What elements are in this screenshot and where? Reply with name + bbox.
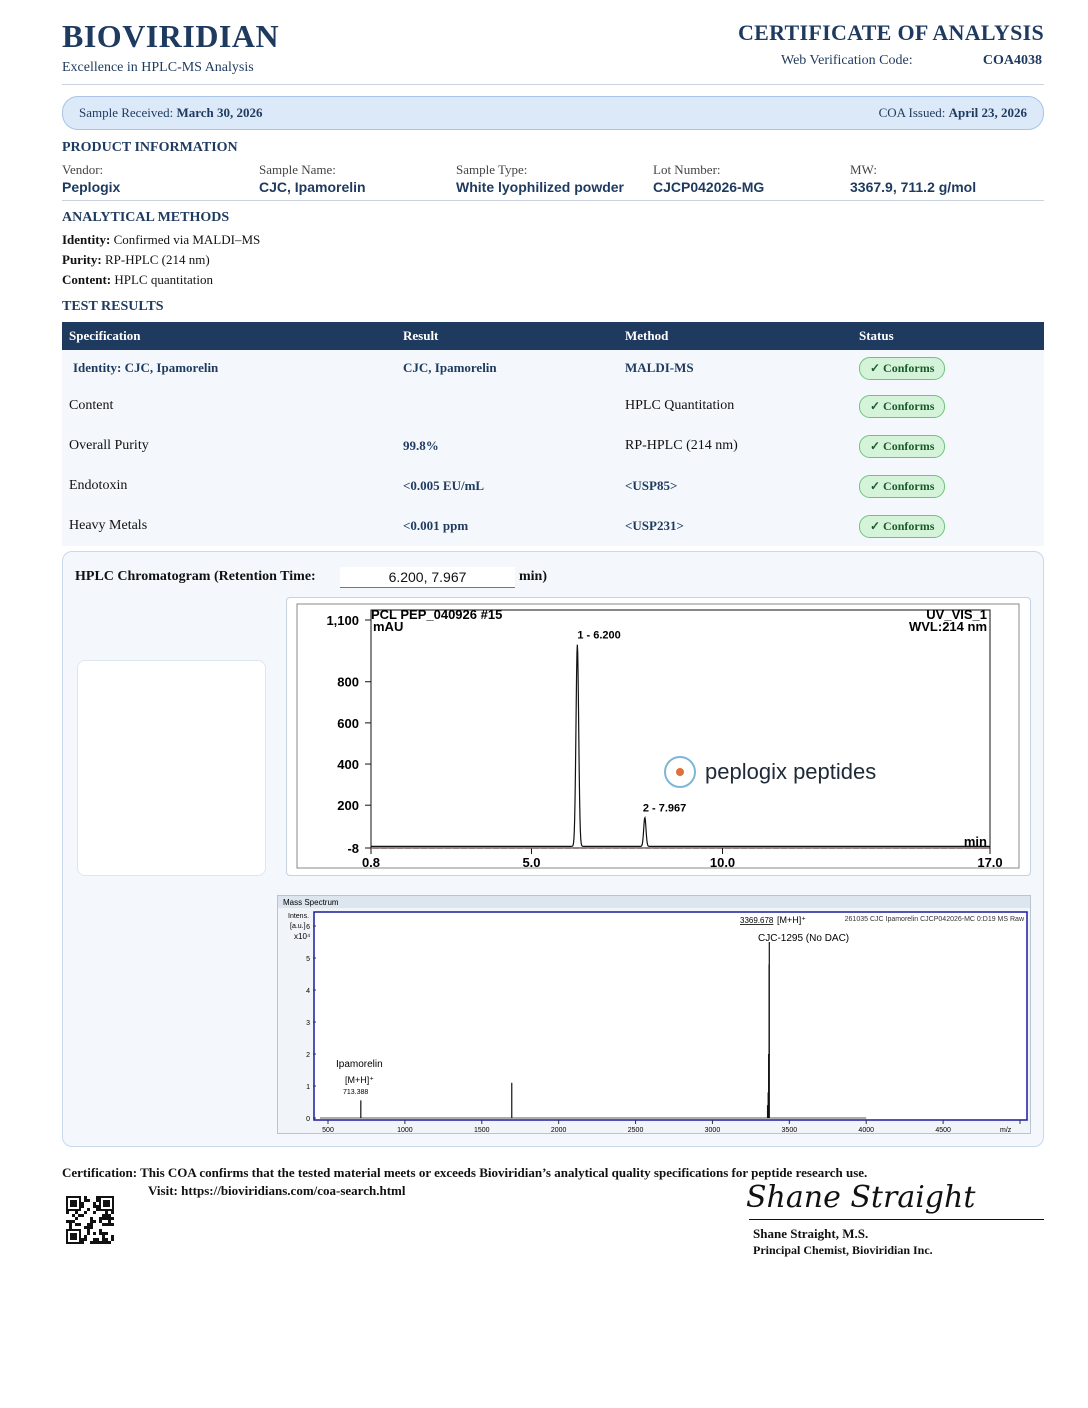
qr-module xyxy=(105,1214,108,1217)
qr-module xyxy=(72,1220,75,1223)
row-spec: Heavy Metals xyxy=(62,506,396,546)
qr-module xyxy=(87,1208,90,1211)
ms-y-label-1: Intens. xyxy=(288,913,310,920)
status-badge: ✓ Conforms xyxy=(859,515,945,538)
ms-minor-peak-ion: [M+H]⁺ xyxy=(345,1075,375,1085)
ms-file-info: 261035 CJC Ipamorelin CJCP042026-MC 0:D19 MS Raw xyxy=(844,916,1024,923)
methods-heading: ANALYTICAL METHODS xyxy=(62,210,230,225)
sample-type-value: White lyophilized powder xyxy=(456,179,624,195)
signature-script: Shane Straight xyxy=(746,1180,976,1215)
signatory-name: Shane Straight, M.S. xyxy=(753,1226,869,1241)
ms-minor-peak-name: Ipamorelin xyxy=(336,1059,383,1070)
row-status xyxy=(852,350,1044,386)
qr-module xyxy=(105,1238,108,1241)
certification-statement: Certification: This COA confirms that the tested material meets or exceeds Bioviridian’s analytical quality specifications for peptide research use. xyxy=(62,1165,868,1180)
qr-module xyxy=(84,1199,87,1202)
row-status xyxy=(852,506,1044,546)
received-field xyxy=(79,105,263,121)
qr-module xyxy=(81,1238,84,1241)
qr-module xyxy=(90,1217,93,1220)
row-method: <USP231> xyxy=(618,506,852,546)
qr-module xyxy=(87,1223,90,1226)
qr-module xyxy=(93,1238,96,1241)
ms-main-peak-name: CJC-1295 (No DAC) xyxy=(758,933,850,944)
col-specification: Specification xyxy=(62,322,396,350)
qr-module xyxy=(81,1202,84,1205)
lot-number-value: CJCP042026-MG xyxy=(653,179,765,195)
qr-module xyxy=(96,1238,99,1241)
qr-module xyxy=(87,1229,90,1232)
qr-module xyxy=(108,1214,111,1217)
qr-module xyxy=(75,1223,78,1226)
sample-name-value: CJC, Ipamorelin xyxy=(259,179,366,195)
hplc-y-tick-label: -8 xyxy=(347,841,359,856)
method-content xyxy=(62,272,213,288)
hplc-peak-label: 1 - 6.200 xyxy=(577,629,621,642)
hplc-y-tick-label: 400 xyxy=(337,757,359,773)
qr-module xyxy=(90,1220,93,1223)
logo-center xyxy=(676,768,684,776)
qr-module xyxy=(75,1211,78,1214)
row-status xyxy=(852,466,1044,506)
qr-module xyxy=(105,1217,108,1220)
hplc-y-tick-label: 600 xyxy=(337,715,359,731)
qr-module xyxy=(66,1211,69,1214)
qr-module xyxy=(84,1211,87,1214)
qr-module xyxy=(93,1241,96,1244)
qr-code-graphic xyxy=(66,1196,114,1244)
results-table xyxy=(62,322,1044,546)
col-method: Method xyxy=(618,322,852,350)
method-content-label: Content: xyxy=(62,272,112,287)
qr-module xyxy=(102,1217,105,1220)
row-spec: Overall Purity xyxy=(62,426,396,466)
qr-module xyxy=(108,1220,111,1223)
brand-tagline: Excellence in HPLC-MS Analysis xyxy=(62,60,254,75)
received-date: March 30, 2026 xyxy=(176,105,263,120)
qr-module xyxy=(90,1226,93,1229)
product-divider xyxy=(62,200,1044,201)
status-badge: ✓ Conforms xyxy=(859,395,945,418)
qr-module xyxy=(111,1211,114,1214)
qr-module xyxy=(96,1196,99,1199)
brand-name: BIOVIRIDIAN xyxy=(62,18,280,54)
hplc-peak-label: 2 - 7.967 xyxy=(642,802,687,815)
ms-window-title: Mass Spectrum xyxy=(283,898,339,907)
logo-text: peplogix peptides xyxy=(705,759,877,784)
hplc-x-tick-label: 0.8 xyxy=(361,855,381,870)
qr-module xyxy=(84,1196,87,1199)
ms-y-tick-label: 0 xyxy=(306,1116,310,1123)
row-result: 99.8% xyxy=(396,426,618,466)
status-badge: ✓ Conforms xyxy=(859,435,945,458)
lot-number-label: Lot Number: xyxy=(653,162,721,177)
qr-module xyxy=(78,1214,81,1217)
table-row xyxy=(62,350,1044,386)
hplc-x-tick-label: 10.0 xyxy=(709,855,736,870)
ms-x-tick-label: 500 xyxy=(322,1127,334,1133)
qr-module xyxy=(66,1220,69,1223)
hplc-header-right: UV_VIS_1 xyxy=(926,607,987,622)
row-method: HPLC Quantitation xyxy=(618,386,852,426)
ms-x-tick-label: 4500 xyxy=(935,1127,951,1133)
dates-banner xyxy=(62,96,1044,130)
issued-label: COA Issued: xyxy=(878,105,946,120)
qr-module xyxy=(105,1211,108,1214)
verification-link[interactable]: Visit: https://bioviridians.com/coa-search.html xyxy=(148,1183,406,1198)
qr-module xyxy=(108,1223,111,1226)
qr-module xyxy=(102,1235,105,1238)
hplc-x-tick-label: 5.0 xyxy=(522,855,541,870)
qr-module xyxy=(96,1241,99,1244)
issued-field xyxy=(879,105,1027,121)
sample-name-label: Sample Name: xyxy=(259,162,336,177)
retention-time-unit: min) xyxy=(519,569,547,584)
row-method: <USP85> xyxy=(618,466,852,506)
qr-module xyxy=(90,1223,93,1226)
qr-module xyxy=(87,1226,90,1229)
qr-module xyxy=(93,1205,96,1208)
row-method: MALDI-MS xyxy=(618,350,852,386)
qr-module xyxy=(102,1241,105,1244)
hplc-chart xyxy=(287,598,1030,875)
document-title: CERTIFICATE OF ANALYSIS xyxy=(737,20,1044,45)
method-identity-text: Confirmed via MALDI–MS xyxy=(113,232,261,247)
ms-main-peak-mz: 3369.678 xyxy=(740,916,774,925)
qr-module xyxy=(102,1214,105,1217)
hplc-y-tick-label: 1,100 xyxy=(326,613,359,628)
mass-spectrum-chart xyxy=(278,896,1030,1133)
ms-x-tick-label: 3500 xyxy=(781,1127,798,1133)
qr-module xyxy=(105,1241,108,1244)
results-header-row xyxy=(62,322,1044,350)
qr-module xyxy=(81,1214,84,1217)
vendor-value: Peplogix xyxy=(62,179,121,195)
ms-main-peak-ion: [M+H]⁺ xyxy=(777,915,807,925)
qr-module xyxy=(84,1235,87,1238)
sample-type-label: Sample Type: xyxy=(456,162,528,177)
ms-y-tick-label: 1 xyxy=(306,1084,310,1091)
ms-x-tick-label: 4000 xyxy=(858,1127,875,1133)
ms-x-tick-label: 1500 xyxy=(473,1127,490,1133)
qr-module xyxy=(108,1241,111,1244)
qr-module xyxy=(99,1220,102,1223)
ms-minor-peak-mz: 713.388 xyxy=(343,1089,369,1096)
qr-module xyxy=(93,1211,96,1214)
ms-y-scale: x10⁴ xyxy=(294,932,311,941)
table-row xyxy=(62,426,1044,466)
qr-finder-inner xyxy=(70,1233,77,1240)
hplc-y-tick-label: 200 xyxy=(337,798,359,814)
row-result: CJC, Ipamorelin xyxy=(396,350,618,386)
qr-module xyxy=(87,1199,90,1202)
qr-module xyxy=(93,1220,96,1223)
signature-line xyxy=(749,1219,1044,1220)
qr-module xyxy=(96,1205,99,1208)
col-result: Result xyxy=(396,322,618,350)
image-placeholder xyxy=(77,660,266,876)
qr-module xyxy=(96,1208,99,1211)
qr-module xyxy=(108,1217,111,1220)
qr-module xyxy=(96,1199,99,1202)
col-status: Status xyxy=(852,322,1044,350)
chromatogram-title: HPLC Chromatogram (Retention Time: xyxy=(75,569,316,584)
hplc-wavelength: WVL:214 nm xyxy=(908,619,987,634)
qr-module xyxy=(105,1232,108,1235)
qr-module xyxy=(69,1220,72,1223)
header-divider xyxy=(62,84,1044,85)
hplc-header-left: PCL PEP_040926 #15 xyxy=(371,607,503,622)
qr-module xyxy=(99,1241,102,1244)
qr-module xyxy=(111,1223,114,1226)
qr-module xyxy=(111,1235,114,1238)
ms-y-tick-label: 4 xyxy=(306,988,310,995)
qr-module xyxy=(75,1217,78,1220)
ms-y-label-2: [a.u.] xyxy=(290,923,306,930)
hplc-y-unit: mAU xyxy=(373,619,404,634)
qr-module xyxy=(87,1232,90,1235)
qr-module xyxy=(84,1238,87,1241)
row-method: RP-HPLC (214 nm) xyxy=(618,426,852,466)
qr-module xyxy=(78,1223,81,1226)
qr-module xyxy=(99,1217,102,1220)
qr-module xyxy=(102,1232,105,1235)
row-result: <0.001 ppm xyxy=(396,506,618,546)
signatory-title: Principal Chemist, Bioviridian Inc. xyxy=(753,1243,933,1257)
issued-date: April 23, 2026 xyxy=(948,105,1027,120)
row-status xyxy=(852,426,1044,466)
row-spec: Identity: CJC, Ipamorelin xyxy=(62,350,396,386)
table-row xyxy=(62,506,1044,546)
qr-module xyxy=(102,1238,105,1241)
ms-y-tick-label: 3 xyxy=(306,1020,310,1027)
qr-module xyxy=(69,1226,72,1229)
ms-x-tick-label: 1000 xyxy=(397,1127,413,1133)
method-content-text: HPLC quantitation xyxy=(114,272,213,287)
qr-module xyxy=(90,1241,93,1244)
method-identity xyxy=(62,232,260,248)
method-purity-text: RP-HPLC (214 nm) xyxy=(104,252,210,267)
hplc-y-tick-label: 800 xyxy=(337,674,359,690)
ms-y-tick-label: 6 xyxy=(306,924,310,931)
qr-module xyxy=(105,1223,108,1226)
ms-y-tick-label: 2 xyxy=(306,1052,310,1059)
qr-module xyxy=(84,1226,87,1229)
row-spec: Endotoxin xyxy=(62,466,396,506)
qr-module xyxy=(93,1232,96,1235)
mass-spectrum-frame xyxy=(277,895,1031,1134)
qr-finder-inner xyxy=(70,1200,77,1207)
ms-titlebar xyxy=(278,896,1030,908)
row-spec: Content xyxy=(62,386,396,426)
vendor-label: Vendor: xyxy=(62,162,104,177)
qr-module xyxy=(111,1217,114,1220)
status-badge: ✓ Conforms xyxy=(859,475,945,498)
mw-label: MW: xyxy=(850,162,877,177)
ms-x-tick-label: 3000 xyxy=(704,1127,721,1133)
ms-x-tick-label: 2000 xyxy=(550,1127,567,1133)
hplc-x-tick-label: 17.0 xyxy=(977,855,1003,870)
hplc-chart-frame xyxy=(286,597,1031,876)
qr-module xyxy=(72,1214,75,1217)
qr-module xyxy=(102,1223,105,1226)
method-purity-label: Purity: xyxy=(62,252,102,267)
method-identity-label: Identity: xyxy=(62,232,111,247)
ms-x-tick-label: 2500 xyxy=(627,1127,644,1133)
product-info-heading: PRODUCT INFORMATION xyxy=(62,140,238,155)
results-heading: TEST RESULTS xyxy=(62,299,164,314)
ms-x-unit: m/z xyxy=(1000,1127,1012,1133)
qr-module xyxy=(111,1238,114,1241)
method-purity xyxy=(62,252,210,268)
qr-module xyxy=(81,1241,84,1244)
hplc-x-unit: min xyxy=(963,834,987,849)
verification-label: Web Verification Code: xyxy=(781,53,913,68)
qr-module xyxy=(99,1232,102,1235)
qr-finder-inner xyxy=(103,1200,110,1207)
qr-module xyxy=(93,1202,96,1205)
row-status xyxy=(852,386,1044,426)
verification-code: COA4038 xyxy=(982,53,1042,68)
qr-module xyxy=(99,1229,102,1232)
qr-code-icon[interactable] xyxy=(66,1196,114,1244)
qr-module xyxy=(69,1223,72,1226)
row-result xyxy=(396,386,618,426)
ms-y-tick-label: 5 xyxy=(306,956,310,963)
qr-module xyxy=(81,1205,84,1208)
status-badge: ✓ Conforms xyxy=(859,357,945,380)
mw-value: 3367.9, 711.2 g/mol xyxy=(850,179,977,195)
row-result: <0.005 EU/mL xyxy=(396,466,618,506)
table-row xyxy=(62,466,1044,506)
table-row xyxy=(62,386,1044,426)
retention-time-field: 6.200, 7.967 xyxy=(340,567,515,588)
ms-plot-area xyxy=(314,912,1027,1120)
received-label: Sample Received: xyxy=(79,105,174,120)
